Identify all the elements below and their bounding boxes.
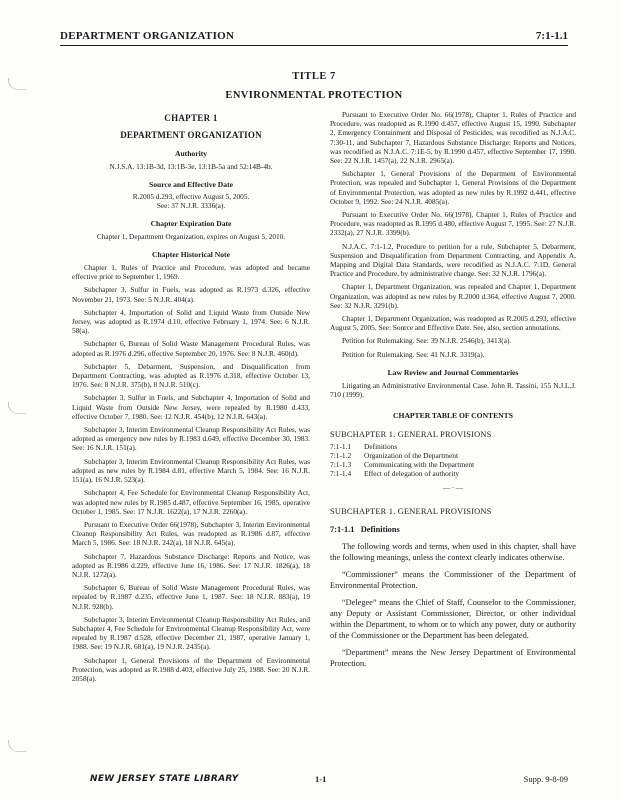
subchapter-heading: SUBCHAPTER 1. GENERAL PROVISIONS (330, 507, 492, 517)
history-note: Chapter 1, Rules of Practice and Procedure, was adopted and became effective prior to September 1, 1969. (72, 263, 310, 282)
toc-entry[interactable] (330, 451, 576, 460)
section-title: Definitions (360, 525, 400, 535)
chapter-name: DEPARTMENT ORGANIZATION (120, 130, 262, 141)
history-note: Pursuant to Executive Order No. 66(1978), Chapter 1, Rules of Practice and Procedure, was readopted as R.1995 d.480, effective August 7, 1995. See: 27 N.J.R. 2332(a), 27 N.J.R. 3399(b). (330, 210, 576, 238)
authority-heading: Authority (174, 149, 208, 159)
toc-entry-title: Communicating with the Department (364, 459, 475, 469)
history-note: Chapter 1, Department Organization, was repealed and Chapter 1, Department Organization, was adopted as new rules by R.2000 d.364, effective August 7, 2000. See: 32 N.J.R. 3291(b). (330, 282, 576, 310)
library-stamp: NEW JERSEY STATE LIBRARY (90, 774, 239, 784)
toc-heading: CHAPTER TABLE OF CONTENTS (393, 411, 513, 421)
section-heading (330, 525, 576, 534)
right-column (330, 110, 576, 669)
toc-entry-number: 7:1-1.1 (330, 441, 352, 451)
history-list-left (72, 263, 310, 683)
title-number: TITLE 7 (292, 71, 336, 82)
history-note: Subchapter 3, Sulfur in Fuels, was adopted as R.1973 d.326, effective November 21, 1973. See: 5 N.J.R. 404(a). (72, 285, 310, 304)
history-note: Subchapter 3, Interim Environmental Cleanup Responsibility Act Rules, was adopted as new rules by R.1984 d.81, effective March 5, 1984. See: 16 N.J.R. 151(a), 16 N.J.R. 523(a). (72, 456, 310, 485)
history-note: Subchapter 3, Sulfur in Fuels, and Subchapter 4, Importation of Solid and Liquid Waste from Outside New Jersey, were repealed by R.1980 d.433, effective October 7, 1980. See: 12 N.J.R. 454(b), 12 N.J.R. 643(a). (72, 393, 310, 421)
toc-entry[interactable] (330, 469, 576, 478)
history-note: Subchapter 7, Hazardous Substance Discharge: Reports and Notice, was adopted as R.1986 d.229, effective June 16, 1986. See: 17 N.J.R. 1826(a), 18 N.J.R. 1272(a). (72, 551, 310, 579)
page-footer (60, 774, 568, 788)
section-divider: — · — (443, 483, 463, 492)
source-text-1: R.2005 d.293, effective August 5, 2005. (132, 192, 250, 202)
definition-paragraph: “Commissioner” means the Commissioner of the Department of Environmental Protection. (330, 569, 576, 590)
history-note: Subchapter 3, Interim Environmental Cleanup Responsibility Act Rules, was adopted as emergency new rules by R.1983 d.649, effective December 30, 1983. See: 16 N.J.R. 151(a). (72, 425, 310, 453)
toc-entry[interactable] (330, 442, 576, 451)
page-number: 1-1 (315, 774, 327, 784)
toc-entry-title: Definitions (364, 441, 398, 451)
expiration-heading: Chapter Expiration Date (150, 219, 232, 229)
authority-text: N.J.S.A. 13:1B-3d, 13:1B-3e, 13:1B-5a and 52:14B-4b. (109, 161, 273, 171)
toc-entry-title: Organization of the Department (364, 450, 459, 460)
toc-entry-number: 7:1-1.4 (330, 468, 352, 478)
title-block (60, 71, 568, 101)
definition-paragraph: “Delegee” means the Chief of Staff, Counselor to the Commissioner, any Deputy or Assistant Commissioner, Director, or other individual within the Department, to whom or to which any power, duty or authority of the Commissioner or the Department has been delegated. (330, 597, 576, 640)
expiration-text: Chapter 1, Department Organization, expires on August 5, 2010. (96, 231, 286, 241)
history-note: Petition for Rulemaking. See: 41 N.J.R. 3319(a). (342, 349, 485, 359)
history-note: Subchapter 4, Importation of Solid and Liquid Waste from Outside New Jersey, was adopted as R.1974 d.10, effective February 1, 1974. See: 6 N.J.R. 58(a). (72, 307, 310, 336)
chapter-number: CHAPTER 1 (164, 113, 218, 123)
toc-entry[interactable] (330, 460, 576, 469)
toc-entry-number: 7:1-1.3 (330, 459, 352, 469)
toc-entry-number: 7:1-1.2 (330, 450, 352, 460)
history-note: Subchapter 5, Debarment, Suspension, and Disqualification from Department Contracting, was adopted as R.1976 d.318, effective October 13, 1976. See: 8 N.J.R. 375(b), 8 N.J.R. 510(c). (72, 361, 310, 390)
history-note: Pursuant to Executive Order No. 66(1978), Chapter 1, Rules of Practice and Procedure, was readopted as R.1990 d.457, effective August 15, 1990. Subchapter 2, Emergency Containment and Disposal of Pesticides, was recodified as N.J.A.C. 7:30-11, and Subchapter 7, Hazardous Substance Discharge: Reports and Notices, was recodified as N.J.A.C. 7:1E-5, by R.1990 d.457, effective September 17, 1990. See: 22 N.J.R. 1457(a), 22 N.J.R. 2965(a). (330, 110, 576, 166)
history-note: N.J.A.C. 7:1-1.2, Procedure to petition for a rule, Subchapter 5, Debarment, Suspension and Disqualification from Department Contracting, and Appendix A, Mapping and Digital Data Standards, were recodified as N.J.A.C. 7:1D, General Practice and Procedure, by administrative change. See: 32 N.J.R. 1796(a). (330, 241, 576, 279)
scan-artifact (8, 740, 26, 752)
running-header (60, 26, 568, 46)
history-list-right (330, 110, 576, 359)
history-note: Subchapter 4, Fee Schedule for Environmental Cleanup Responsibility Act, was adopted new rules by R.1985 d.487, effective September 16, 1985, operative October 1, 1985. See: 17 N.J.R. 1622(a), 17 N.J.R. 2260(a). (72, 488, 310, 516)
history-note: Subchapter 3, Interim Environmental Cleanup Responsibility Act Rules, and Subchapter 4, Fee Schedule for Environmental Cleanup Responsibility Act, were repealed by R.1987 d.528, effective December 21, 1987, operative January 1, 1988. See: 19 N.J.R. 681(a), 19 N.J.R. 2435(a). (72, 614, 310, 652)
history-note: Petition for Rulemaking. See: 39 N.J.R. 2546(b), 3413(a). (342, 336, 512, 346)
definition-paragraph: “Department” means the New Jersey Department of Environmental Protection. (330, 647, 576, 668)
title-name: ENVIRONMENTAL PROTECTION (225, 90, 403, 101)
law-review-text: Litigating an Administrative Environmental Case. John R. Tassini, 155 N.J.L.J. 710 (1999). (330, 381, 576, 400)
scan-artifact (8, 78, 26, 90)
header-section-number: 7:1-1.1 (535, 30, 568, 42)
toc-subchapter: SUBCHAPTER 1. GENERAL PROVISIONS (330, 429, 492, 439)
history-note: Subchapter 1, General Provisions of the Department of Environmental Protection, was adopted as R.1988 d.403, effective July 25, 1988. See: 20 N.J.R. 2058(a). (72, 655, 310, 683)
history-note: Subchapter 6, Bureau of Solid Waste Management Procedural Rules, was repealed by R.1987 d.235, effective June 1, 1987. See: 18 N.J.R. 883(a), 19 N.J.R. 928(b). (72, 583, 310, 611)
source-text-2: See: 37 N.J.R. 3336(a). (156, 201, 226, 211)
toc-list (330, 442, 576, 478)
scan-artifact (8, 402, 26, 414)
supplement-date: Supp. 9-8-09 (523, 774, 568, 784)
history-note: Subchapter 6, Bureau of Solid Waste Management Procedural Rules, was adopted as R.1976 d.296, effective September 20, 1976. See: 8 N.J.R. 460(d). (72, 339, 310, 358)
section-number: 7:1-1.1 (330, 525, 355, 535)
source-heading: Source and Effective Date (148, 179, 233, 189)
law-review-heading: Law Review and Journal Commentaries (387, 367, 519, 377)
history-note: Chapter 1, Department Organization, was readopted as R.2005 d.293, effective August 5, 2005. See: Source and Effective Date. See, also, section annotations. (330, 314, 576, 333)
history-note: Pursuant to Executive Order 66(1978), Subchapter 3, Interim Environmental Cleanup Responsibility Act Rules, was readopted as R.1986 d.87, effective March 5, 1986. See: 18 N.J.R. 242(a), 18 N.J.R. 645(a). (72, 519, 310, 548)
toc-entry-title: Effect of delegation of authority (364, 468, 460, 478)
header-section-title: DEPARTMENT ORGANIZATION (60, 30, 235, 42)
definition-paragraph: The following words and terms, when used in this chapter, shall have the following meanings, unless the context clearly indicates otherwise. (330, 541, 576, 562)
history-note: Subchapter 1, General Provisions of the Department of Environmental Protection, was repealed and Subchapter 1, General Provisions of the Department of Environmental Protection, was adopted as new rules by R.1992 d.441, effective October 9, 1992. See: 24 N.J.R. 4085(a). (330, 169, 576, 206)
history-heading: Chapter Historical Note (152, 249, 230, 259)
left-column (72, 110, 310, 683)
